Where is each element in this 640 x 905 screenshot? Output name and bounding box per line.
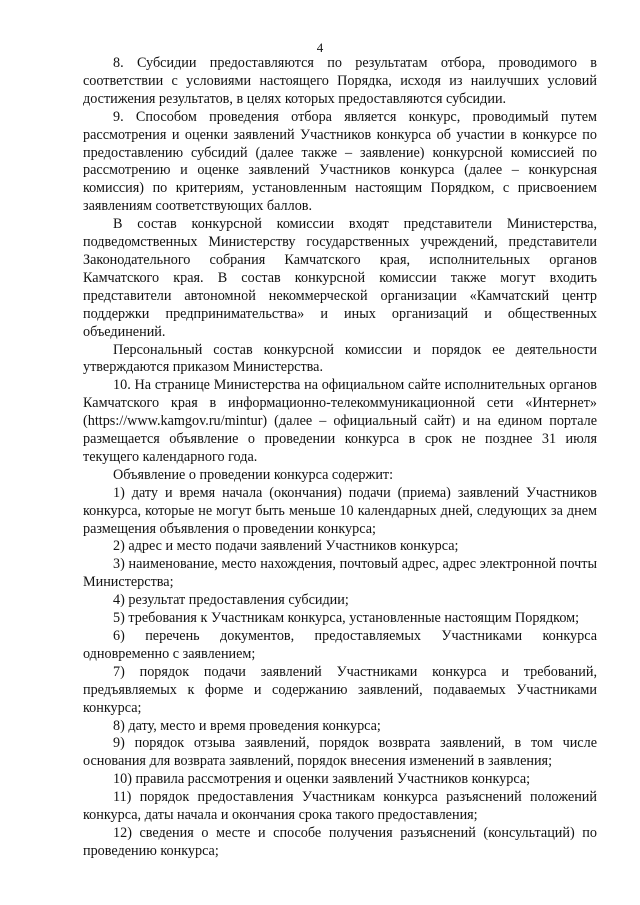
list-item-12: 12) сведения о месте и способе получения разъяснений (консультаций) по проведению конкурса;	[83, 824, 597, 859]
list-item-4: 4) результат предоставления субсидии;	[113, 592, 349, 609]
list-item-10: 10) правила рассмотрения и оценки заявлений Участников конкурса;	[113, 771, 531, 788]
list-item-11: 11) порядок предоставления Участникам конкурса разъяснений положений конкурса, даты начала и окончания срока такого предоставления;	[83, 789, 597, 824]
page-number: 4	[316, 40, 324, 55]
list-item-7: 7) порядок подачи заявлений Участниками конкурса и требований, предъявляемых к форме и содержанию заявлений, подаваемых Участниками конкурса;	[83, 663, 597, 716]
document-body	[83, 55, 597, 861]
list-item-1: 1) дату и время начала (окончания) подачи (приема) заявлений Участников конкурса, которые не могут быть меньше 10 календарных дней, следующих за днем размещения объявления о проведении конкурса;	[83, 484, 597, 537]
paragraph-8: 8. Субсидии предоставляются по результатам отбора, проводимого в соответствии с условиями настоящего Порядка, исходя из наилучших условий достижения результатов, в целях которых предоставляются субсидии.	[83, 55, 597, 107]
paragraph-commission-composition: В состав конкурсной комиссии входят представители Министерства, подведомственных Министерству государственных учреждений, представители Законодательного собрания Камчатского края, исполнительных органов Камчатского края. В состав конкурсной комиссии также могут входить представители автономной некоммерческой организации «Камчатский центр поддержки предпринимательства» и иных организаций и общественных объединений.	[83, 216, 597, 340]
paragraph-announcement-intro: Объявление о проведении конкурса содержит:	[113, 466, 394, 483]
list-item-2: 2) адрес и место подачи заявлений Участников конкурса;	[113, 538, 459, 555]
paragraph-commission-personnel: Персональный состав конкурсной комиссии и порядок ее деятельности утверждаются приказом Министерства.	[83, 341, 597, 376]
paragraph-10: 10. На странице Министерства на официальном сайте исполнительных органов Камчатского края в информационно-телекоммуникационной сети «Интернет» (https://www.kamgov.ru/mintur) (далее – официальный сайт) и на едином портале размещается объявление о проведении конкурса в срок не позднее 31 июля текущего календарного года.	[83, 377, 597, 465]
list-item-6: 6) перечень документов, предоставляемых Участниками конкурса одновременно с заявлением;	[83, 628, 597, 662]
list-item-9: 9) порядок отзыва заявлений, порядок возврата заявлений, в том числе основания для возврата заявлений, порядок внесения изменений в заявления;	[83, 735, 597, 770]
paragraph-9: 9. Способом проведения отбора является конкурс, проводимый путем рассмотрения и оценки заявлений Участников конкурса об участии в конкурсе по предоставлению субсидий (далее также – заявление) конкурсной комиссией по рассмотрению и оценке заявлений Участников конкурса (далее – конкурсная комиссия) по критериям, установленным настоящим Порядком, с присвоением заявлениям соответствующих баллов.	[83, 108, 597, 215]
list-item-3: 3) наименование, место нахождения, почтовый адрес, адрес электронной почты Министерства;	[83, 556, 597, 591]
list-item-8: 8) дату, место и время проведения конкурса;	[113, 717, 381, 734]
list-item-5: 5) требования к Участникам конкурса, установленные настоящим Порядком;	[113, 610, 580, 627]
